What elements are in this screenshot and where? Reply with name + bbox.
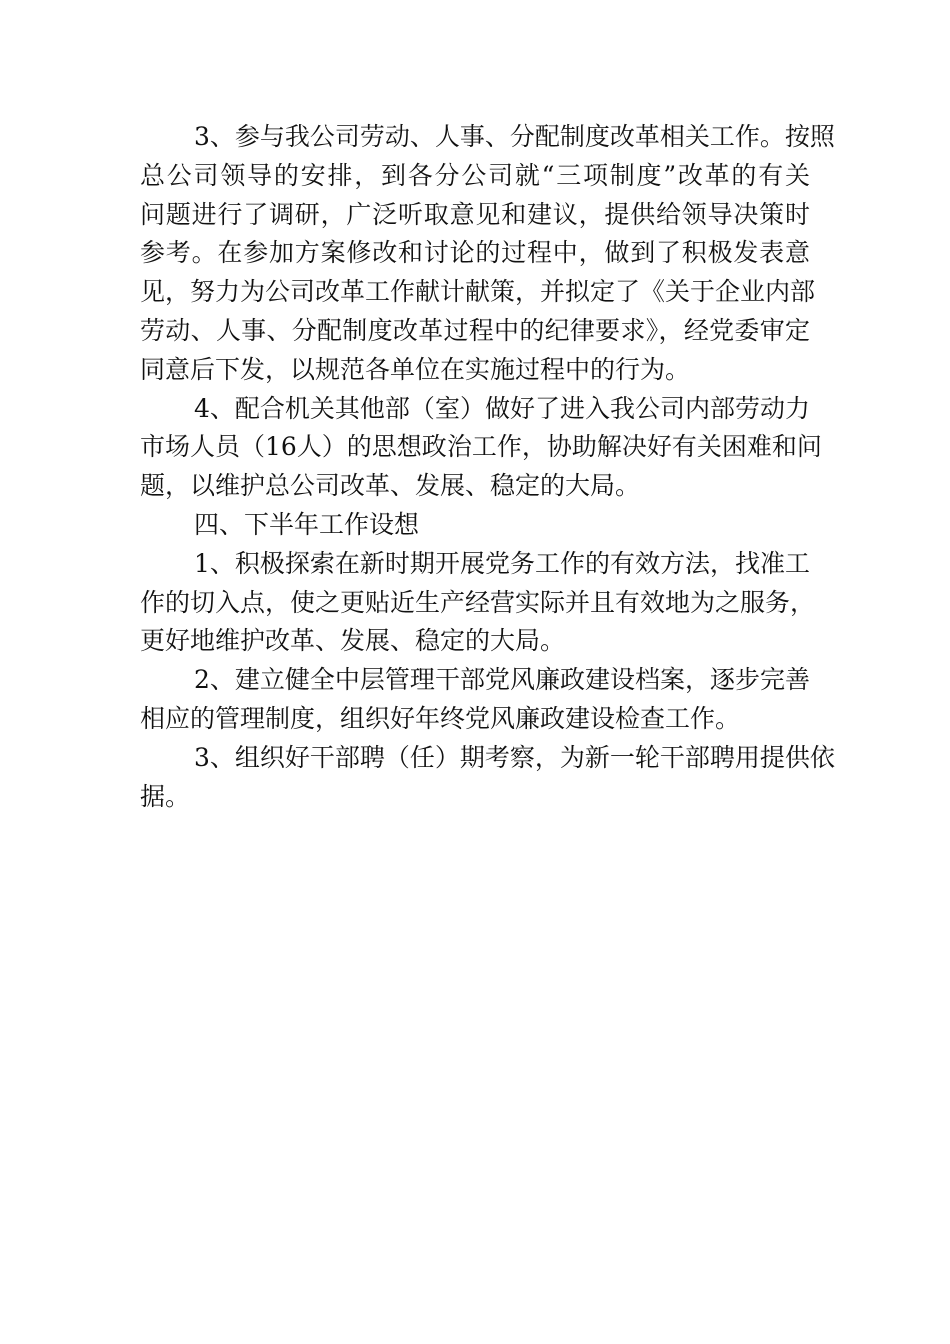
text-line: 见，努力为公司改革工作献计献策，并拟定了《关于企业内部 [140, 277, 816, 307]
heading-line: 四、下半年工作设想 [194, 509, 420, 539]
text-line: 问题进行了调研，广泛听取意见和建议，提供给领导决策时 [140, 199, 810, 229]
paragraph-plan-3 [140, 739, 835, 817]
paragraph-plan-1 [140, 545, 816, 661]
section-heading [140, 506, 810, 545]
text-line: 1、积极探索在新时期开展党务工作的有效方法，找准工 [194, 548, 810, 578]
text-line: 据。 [140, 781, 191, 811]
text-line: 总公司领导的安排，到各分公司就“三项制度”改革的有关 [140, 160, 810, 190]
paragraph-reform-participation [140, 118, 835, 390]
text-line: 题，以维护总公司改革、发展、稳定的大局。 [140, 471, 641, 501]
text-line: 更好地维护改革、发展、稳定的大局。 [140, 626, 566, 656]
text-line: 同意后下发，以规范各单位在实施过程中的行为。 [140, 354, 691, 384]
text-line: 参考。在参加方案修改和讨论的过程中，做到了积极发表意 [140, 238, 810, 268]
text-line: 相应的管理制度，组织好年终党风廉政建设检查工作。 [140, 703, 741, 733]
text-line: 4、配合机关其他部（室）做好了进入我公司内部劳动力 [194, 393, 810, 423]
document-body [140, 118, 835, 816]
text-line: 2、建立健全中层管理干部党风廉政建设档案，逐步完善 [194, 665, 810, 695]
text-line: 3、参与我公司劳动、人事、分配制度改革相关工作。按照 [194, 122, 835, 151]
text-line: 劳动、人事、分配制度改革过程中的纪律要求》，经党委审定 [140, 315, 810, 345]
text-line: 3、组织好干部聘（任）期考察，为新一轮干部聘用提供依 [194, 742, 835, 772]
paragraph-plan-2 [140, 661, 810, 739]
paragraph-labor-market [140, 390, 822, 506]
text-line: 市场人员（16人）的思想政治工作，协助解决好有关困难和问 [140, 432, 822, 462]
text-line: 作的切入点，使之更贴近生产经营实际并且有效地为之服务， [140, 587, 816, 617]
